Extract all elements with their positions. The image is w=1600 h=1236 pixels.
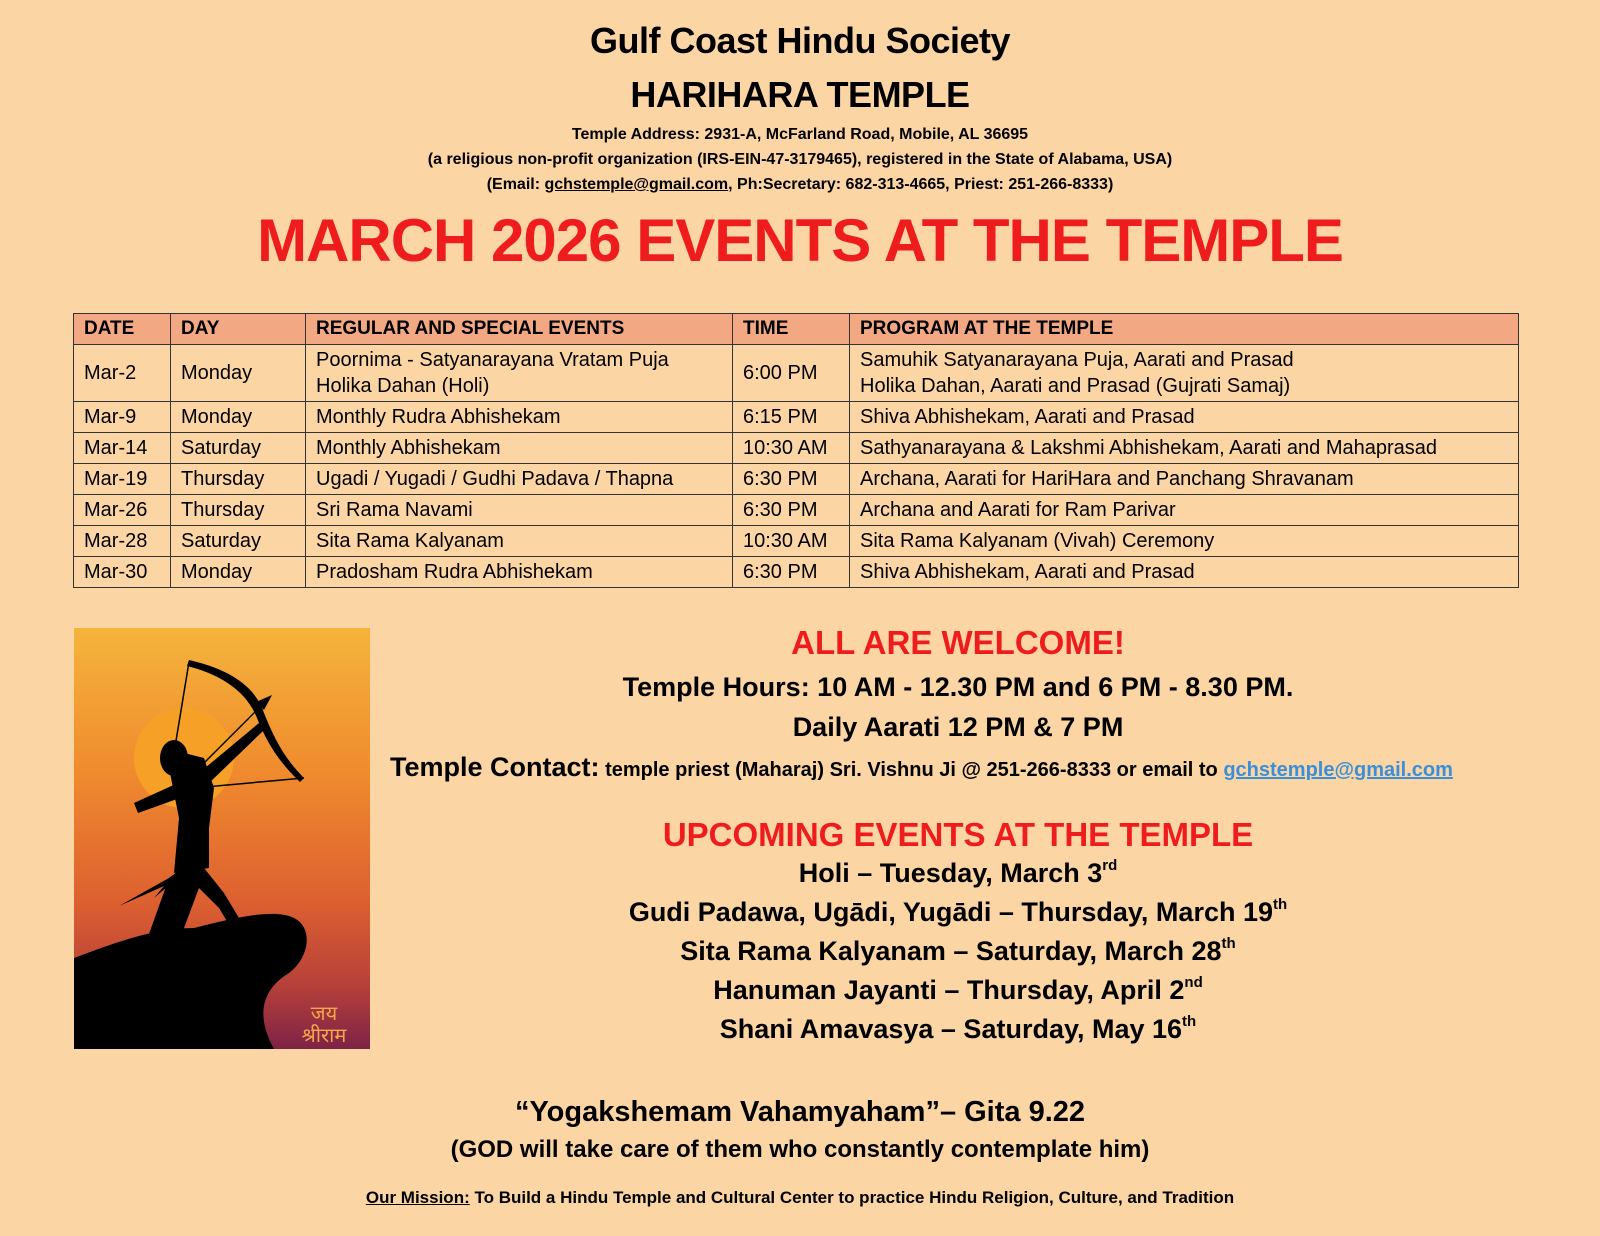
ordinal-suffix: th	[1273, 896, 1288, 913]
temple-contact	[390, 752, 1590, 783]
table-row	[74, 464, 1519, 495]
upcoming-event-text: Holi – Tuesday, March 3	[798, 858, 1103, 888]
temple-email-link[interactable]: gchstemple@gmail.com	[1223, 759, 1453, 781]
cell-date: Mar-28	[74, 526, 171, 557]
cell-time: 10:30 AM	[733, 526, 850, 557]
main-title: MARCH 2026 EVENTS AT THE TEMPLE	[257, 207, 1343, 274]
cell-time: 6:15 PM	[733, 402, 850, 433]
upcoming-event-item	[378, 1014, 1538, 1045]
temple-contact-label: Temple Contact:	[390, 752, 600, 782]
welcome-heading: ALL ARE WELCOME!	[791, 624, 1125, 661]
cell-day: Monday	[171, 345, 306, 402]
column-header-time: TIME	[733, 314, 850, 345]
event-line: Holika Dahan (Holi)	[316, 375, 490, 397]
cell-event: Pradosham Rudra Abhishekam	[306, 557, 733, 588]
cell-event: Sita Rama Kalyanam	[306, 526, 733, 557]
cell-date: Mar-2	[74, 345, 171, 402]
events-table	[73, 313, 1519, 588]
program-line: Samuhik Satyanarayana Puja, Aarati and Prasad	[860, 349, 1294, 371]
upcoming-events-heading: UPCOMING EVENTS AT THE TEMPLE	[662, 816, 1254, 853]
table-row	[74, 495, 1519, 526]
mission-statement	[0, 1188, 1600, 1208]
cell-day: Saturday	[171, 433, 306, 464]
mission-label: Our Mission:	[365, 1188, 470, 1207]
event-line: Poornima - Satyanarayana Vratam Puja	[316, 349, 669, 371]
header-contact-line	[0, 176, 1600, 194]
cell-event: Sri Rama Navami	[306, 495, 733, 526]
cell-day: Thursday	[171, 495, 306, 526]
cell-program: Shiva Abhishekam, Aarati and Prasad	[850, 402, 1519, 433]
table-row	[74, 526, 1519, 557]
cell-date: Mar-19	[74, 464, 171, 495]
cell-program: Archana, Aarati for HariHara and Panchang Shravanam	[850, 464, 1519, 495]
cell-date: Mar-26	[74, 495, 171, 526]
cell-date: Mar-30	[74, 557, 171, 588]
shri-ram-caption: श्रीराम	[301, 1023, 347, 1047]
table-row	[74, 345, 1519, 402]
temple-hours: Temple Hours: 10 AM - 12.30 PM and 6 PM - 8.30 PM.	[622, 672, 1294, 702]
cell-day: Monday	[171, 557, 306, 588]
header-email-link[interactable]: gchstemple@gmail.com	[544, 176, 729, 193]
jai-caption: जय	[310, 1001, 338, 1025]
cell-time: 6:30 PM	[733, 464, 850, 495]
column-header-date: DATE	[74, 314, 171, 345]
upcoming-event-text: Gudi Padawa, Ugādi, Yugādi – Thursday, March 19	[628, 897, 1273, 927]
upcoming-event-item	[378, 897, 1538, 928]
temple-contact-text: temple priest (Maharaj) Sri. Vishnu Ji @ 251-266-8333 or email to	[599, 759, 1224, 781]
cell-event: Monthly Rudra Abhishekam	[306, 402, 733, 433]
cell-day: Saturday	[171, 526, 306, 557]
ordinal-suffix: rd	[1102, 857, 1118, 874]
ordinal-suffix: nd	[1184, 974, 1203, 991]
cell-time: 10:30 AM	[733, 433, 850, 464]
table-row	[74, 402, 1519, 433]
upcoming-event-item	[378, 858, 1538, 889]
upcoming-event-text: Shani Amavasya – Saturday, May 16	[719, 1014, 1183, 1044]
temple-address: Temple Address: 2931-A, McFarland Road, Mobile, AL 36695	[571, 126, 1029, 143]
upcoming-event-text: Sita Rama Kalyanam – Saturday, March 28	[680, 936, 1222, 966]
upcoming-event-item	[378, 936, 1538, 967]
table-row	[74, 557, 1519, 588]
cell-event: Monthly Abhishekam	[306, 433, 733, 464]
organization-name: Gulf Coast Hindu Society	[589, 20, 1011, 61]
cell-day: Thursday	[171, 464, 306, 495]
upcoming-event-item	[378, 975, 1538, 1006]
nonprofit-statement: (a religious non-profit organization (IRS-EIN-47-3179465), registered in the State of Alabama, USA)	[427, 151, 1173, 168]
cell-event	[306, 345, 733, 402]
column-header-day: DAY	[171, 314, 306, 345]
lord-rama-archer-artwork	[74, 628, 370, 1049]
column-header-program: PROGRAM AT THE TEMPLE	[850, 314, 1519, 345]
cell-day: Monday	[171, 402, 306, 433]
upcoming-event-text: Hanuman Jayanti – Thursday, April 2	[713, 975, 1185, 1005]
cell-program	[850, 345, 1519, 402]
cell-program: Archana and Aarati for Ram Parivar	[850, 495, 1519, 526]
table-row	[74, 433, 1519, 464]
ordinal-suffix: th	[1221, 935, 1236, 952]
cell-time: 6:30 PM	[733, 495, 850, 526]
cell-time: 6:30 PM	[733, 557, 850, 588]
cell-program: Sathyanarayana & Lakshmi Abhishekam, Aarati and Mahaprasad	[850, 433, 1519, 464]
cell-time: 6:00 PM	[733, 345, 850, 402]
cell-event: Ugadi / Yugadi / Gudhi Padava / Thapna	[306, 464, 733, 495]
cell-program: Shiva Abhishekam, Aarati and Prasad	[850, 557, 1519, 588]
cell-date: Mar-14	[74, 433, 171, 464]
mission-text: To Build a Hindu Temple and Cultural Center to practice Hindu Religion, Culture, and Tradition	[469, 1188, 1235, 1207]
daily-aarati: Daily Aarati 12 PM & 7 PM	[792, 712, 1124, 742]
column-header-events: REGULAR AND SPECIAL EVENTS	[306, 314, 733, 345]
temple-name: HARIHARA TEMPLE	[630, 74, 970, 115]
contact-suffix: , Ph:Secretary: 682-313-4665, Priest: 251-266-8333)	[728, 176, 1114, 193]
quote-translation: (GOD will take care of them who constantly contemplate him)	[450, 1136, 1150, 1163]
cell-date: Mar-9	[74, 402, 171, 433]
program-line: Holika Dahan, Aarati and Prasad (Gujrati Samaj)	[860, 375, 1291, 397]
cell-program: Sita Rama Kalyanam (Vivah) Ceremony	[850, 526, 1519, 557]
contact-prefix: (Email:	[486, 176, 545, 193]
table-header-row	[74, 314, 1519, 345]
ordinal-suffix: th	[1182, 1013, 1197, 1030]
gita-quote: “Yogakshemam Vahamyaham”– Gita 9.22	[514, 1096, 1086, 1128]
